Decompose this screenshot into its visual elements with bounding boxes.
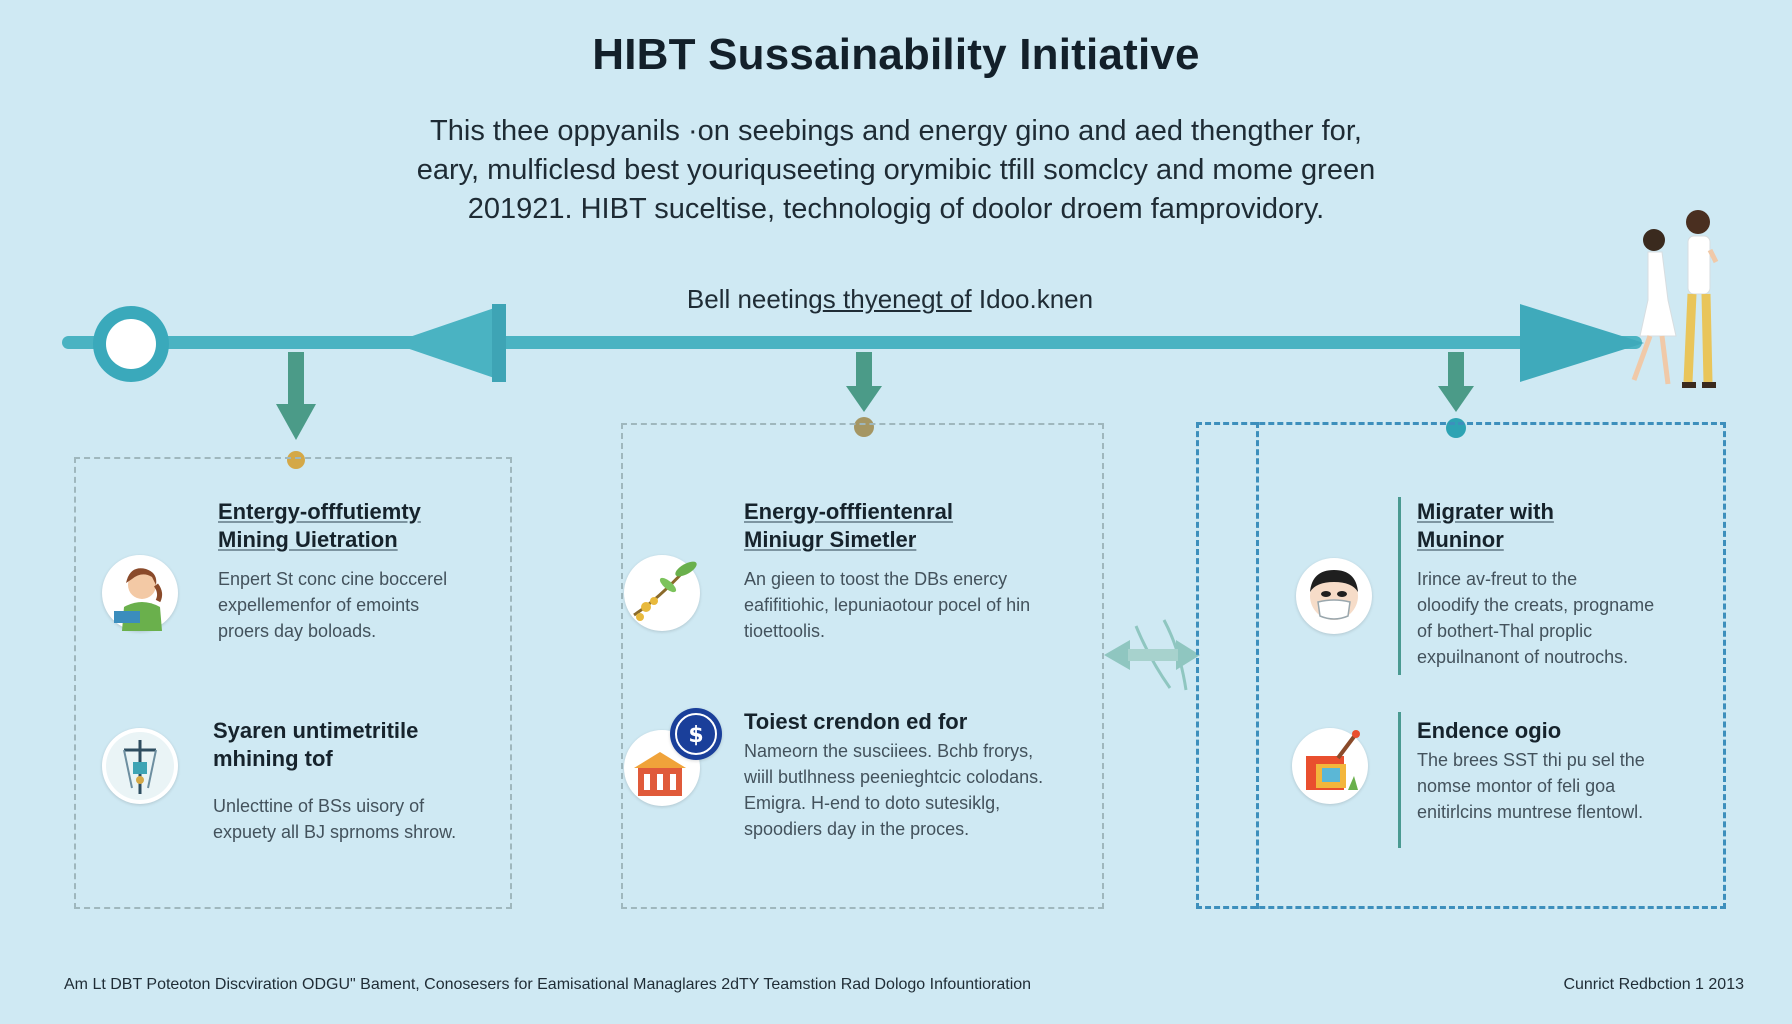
item-title: [1417, 498, 1707, 554]
item-title-line: Entergy-offfutiemty: [218, 499, 421, 524]
intro-line: This thee oppyanils ·οn seebings and energy gino and aed thengther for,: [430, 115, 1362, 147]
item-desc-line: wiill butlhness peenieghtcic colodans.: [744, 767, 1044, 787]
item-title: [744, 708, 1074, 736]
item-title-line: Endence ogio: [1417, 718, 1562, 743]
item-desc-line: expuilnanont of noutrochs.: [1417, 647, 1629, 667]
item-accent-bar: [1398, 497, 1401, 675]
timeline-stem-arrow-icon: [1438, 386, 1474, 412]
item-title-line: Miniugr Simetler: [744, 527, 917, 552]
timeline-label-underlined: s thyenegt of: [822, 284, 972, 314]
item-desc-line: enitirlcins muntrese flentowl.: [1417, 802, 1644, 822]
footer-credits: Am Lt DBT Poteoton Discviration ODGU" Bament, Conosesers for Eamisational Managlares 2dTY Teamstion Rad Dologo Infountioration: [64, 976, 1032, 993]
footer-copyright: Cunrict Redbction 1 2013: [1563, 976, 1744, 993]
timeline-stem-arrow-icon: [276, 404, 316, 440]
item-desc-line: tioettoolis.: [744, 621, 826, 641]
timeline-stem: [856, 352, 872, 388]
item-desc-line: Irince av-freut to the: [1417, 569, 1578, 589]
item-title: [218, 498, 498, 554]
item-desc-line: nomse montor of feli goa: [1417, 776, 1616, 796]
item-title-line: Mining Uietration: [218, 527, 398, 552]
item-desc-line: An gieen to toost the DBs enercy: [744, 569, 1008, 589]
timeline-label-suffix: Idoo.knen: [971, 284, 1094, 314]
item-description: [744, 566, 1074, 644]
item-desc-line: spoodiers day in the proces.: [744, 819, 970, 839]
item-endurance: [1417, 717, 1707, 825]
page-title: HIBT Sussainability Initiative: [592, 30, 1200, 79]
timeline-line: [62, 336, 1642, 349]
item-migrate-monitor: [1417, 498, 1707, 670]
item-title: [744, 498, 1074, 554]
item-description: [218, 566, 498, 644]
item-system-mining: [213, 717, 503, 845]
item-energy-simulator: [744, 498, 1074, 644]
item-title: [213, 717, 503, 773]
item-title: [1417, 717, 1707, 745]
item-energy-efficiency: [218, 498, 498, 644]
timeline-arrow-right-icon: [1520, 304, 1644, 382]
item-accent-bar: [1398, 712, 1401, 848]
item-title-line: Toiest crendon ed for: [744, 709, 968, 734]
paint-box-icon: [1292, 728, 1368, 804]
item-description: [1417, 566, 1707, 670]
item-trust-credit: [744, 708, 1074, 842]
item-desc-line: oloodify the creats, progname: [1417, 595, 1655, 615]
item-title-line: Muninor: [1417, 527, 1504, 552]
item-desc-line: Unlecttine of BSs uisory of: [213, 796, 425, 816]
timeline-stem: [288, 352, 304, 404]
item-desc-line: proers day boloads.: [218, 621, 377, 641]
item-desc-line: expellemenfor of emoints: [218, 595, 420, 615]
item-description: [213, 793, 503, 845]
item-desc-line: eafifitiohic, lepuniaotour pocel of hin: [744, 595, 1031, 615]
item-desc-line: Nameorn the susciiees. Bchb frorys,: [744, 741, 1034, 761]
plant-branch-icon: [624, 555, 700, 631]
child-reading-icon: [102, 555, 178, 631]
mining-tower-icon: [102, 728, 178, 804]
item-description: [744, 738, 1074, 842]
item-title-line: Syaren untimetritile: [213, 718, 419, 743]
item-title-line: Migrater with: [1417, 499, 1554, 524]
item-desc-line: of bothert-Thal proplic: [1417, 621, 1593, 641]
walking-couple-icon: [1634, 210, 1716, 388]
intro-line: 201921. HIBT suceltise, technologig of doolor droem famprovidory.: [467, 193, 1325, 225]
item-desc-line: The brees SST thi pu sel the: [1417, 750, 1645, 770]
item-desc-line: expuety all BJ sprnoms shrow.: [213, 822, 457, 842]
timeline-label-prefix: Bell neeting: [686, 284, 823, 314]
timeline-stem: [1448, 352, 1464, 388]
timeline-stem-arrow-icon: [846, 386, 882, 412]
item-title-line: Energy-offfientenral: [744, 499, 954, 524]
item-desc-line: Emigra. H-end to doto sutesiklg,: [744, 793, 1001, 813]
item-title-line: mhining tof: [213, 746, 333, 771]
intro-line: eary, mulficlesd best youriquseeting orymibic tfill somclcy and mome green: [416, 154, 1376, 186]
timeline-arrow-left-icon: [392, 304, 506, 382]
svg-text:$: $: [688, 723, 704, 748]
item-desc-line: Enpert St conc cine boccerel: [218, 569, 448, 589]
crypto-coin-icon: [670, 708, 722, 760]
timeline-start-node-center: [106, 319, 156, 369]
masked-face-icon: [1296, 558, 1372, 634]
timeline-arrow-left-band: [492, 304, 506, 382]
item-description: [1417, 747, 1707, 825]
connector-arrows-icon: [1104, 620, 1200, 690]
